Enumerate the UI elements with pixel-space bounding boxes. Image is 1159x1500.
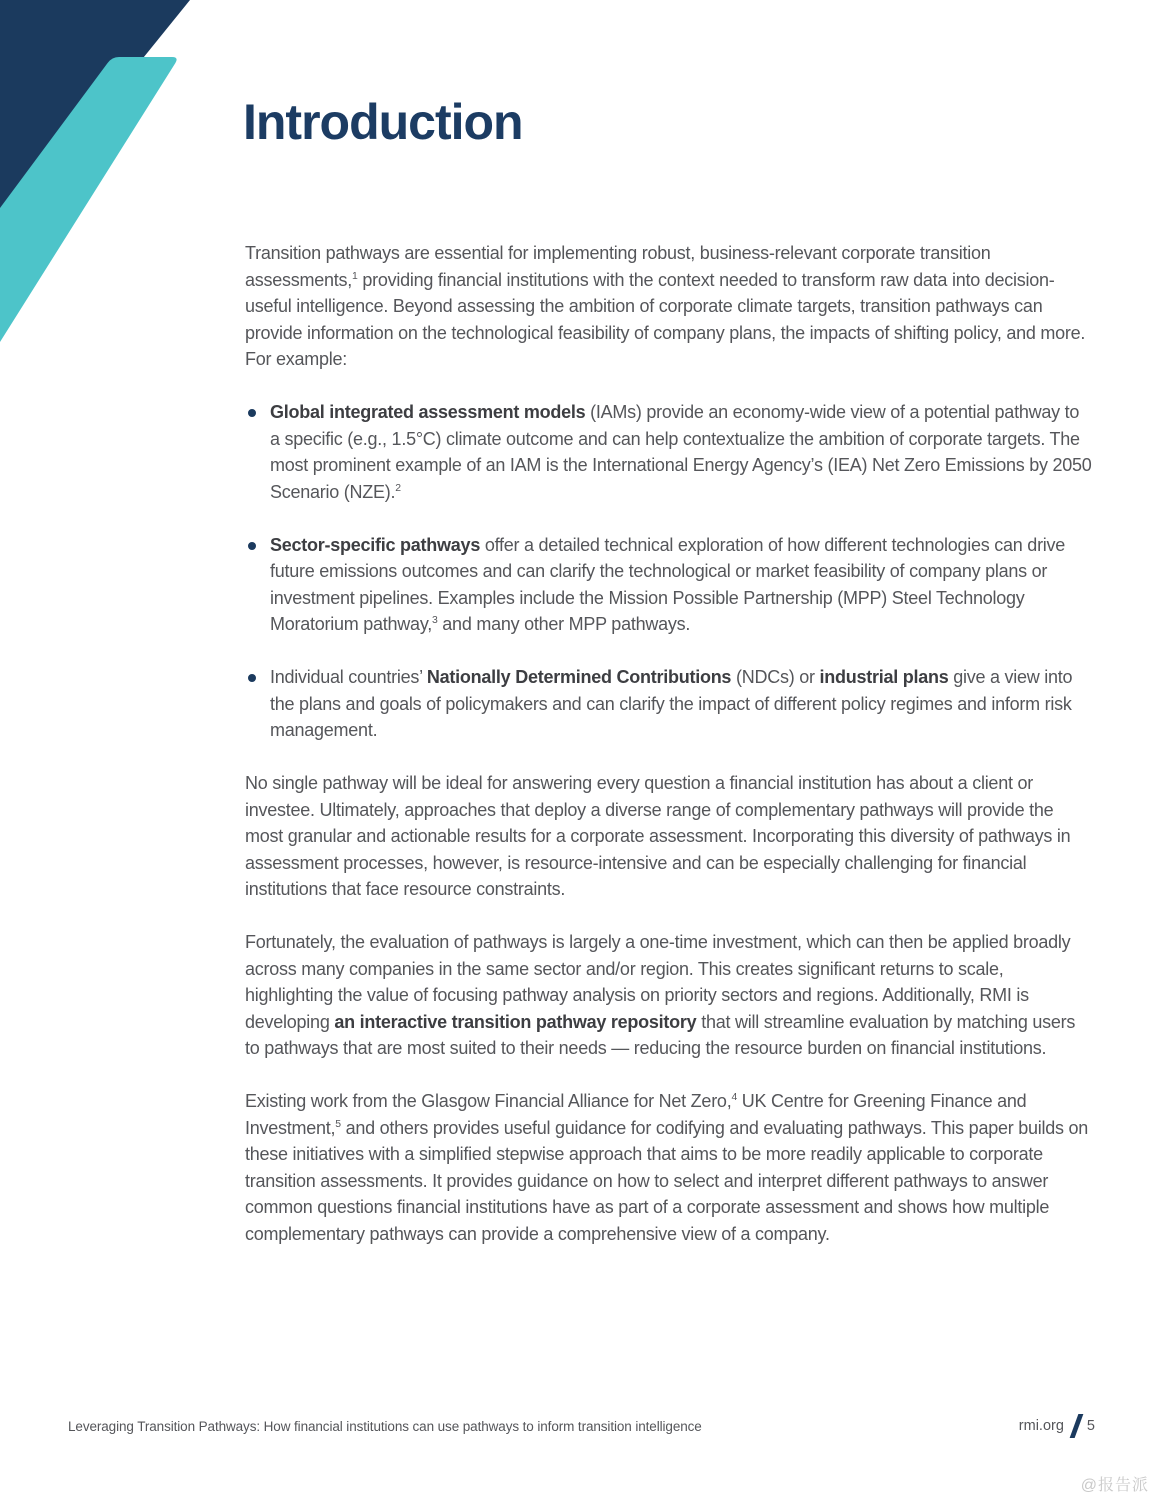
corner-decoration [0,0,220,360]
bullet-dot-icon [248,674,256,682]
bullet-item-iams [245,399,1093,505]
intro-paragraph: Transition pathways are essential for implementing robust, business-relevant corporate transition assessments,$^1$ providing financial institutions with the context needed to transform raw data into decision-useful intelligence. Beyond assessing the ambition of corporate climate targets, transition pathways can provide information on the technological feasibility of company plans, the impacts of shifting policy, and more. For example: [245,243,1086,369]
bullet-text-ndcs: Individual countries’ Nationally Determined Contributions (NDCs) or industrial plans give a view into the plans and goals of policymakers and can clarify the impact of different policy regimes and inform risk management. [270,667,1073,740]
footer-page-number: 5 [1086,1418,1095,1434]
paragraph-no-single-pathway: No single pathway will be ideal for answering every question a financial institution has about a client or investee. Ultimately, approaches that deploy a diverse range of complementary pathways will provide the most granular and actionable results for a corporate assessment. Incorporating this diversity of pathways in assessment processes, however, is resource-intensive and can be especially challenging for financial institutions that face resource constraints. [245,773,1071,899]
bullet-text-sector-pathways: Sector-specific pathways offer a detailed technical exploration of how different technologies can drive future emissions outcomes and can clarify the technological or market feasibility of company plans or investment pipelines. Examples include the Mission Possible Partnership (MPP) Steel Technology Moratorium pathway,$^3$ and many other MPP pathways. [270,534,1066,634]
bullet-item-ndcs [245,664,1093,744]
bullet-item-sector-pathways [245,532,1093,638]
page-footer [68,1414,1095,1438]
body-content [245,240,1093,1274]
paragraph-fortunately: Fortunately, the evaluation of pathways is largely a one-time investment, which can then be applied broadly across many companies in the same sector and/or region. This creates significant returns to scale, highlighting the value of focusing pathway analysis on priority sectors and regions. Additionally, RMI is developing an interactive transition pathway repository that will streamline evaluation by matching users to pathways that are most suited to their needs — reducing the resource burden on financial institutions. [245,932,1076,1058]
watermark: @报告派 [1080,1477,1149,1494]
bullet-dot-icon [248,409,256,417]
bullet-dot-icon [248,542,256,550]
footer-site-url: rmi.org [1018,1418,1064,1434]
bullet-text-iams: Global integrated assessment models (IAMs) provide an economy-wide view of a potential pathway to a specific (e.g., 1.5°C) climate outcome and can help contextualize the ambition of corporate targets. The most prominent example of an IAM is the International Energy Agency’s (IEA) Net Zero Emissions by 2050 Scenario (NZE).$^2$ [270,402,1092,502]
bullet-list [245,399,1093,744]
footer-document-title: Leveraging Transition Pathways: How financial institutions can use pathways to inform transition intelligence [68,1418,702,1434]
paragraph-existing-work: Existing work from the Glasgow Financial Alliance for Net Zero,$^4$ UK Centre for Greening Finance and Investment,$^5$ and others provides useful guidance for codifying and evaluating pathways. This paper builds on these initiatives with a simplified stepwise approach that aims to be more readily applicable to corporate transition assessments. It provides guidance on how to select and interpret different pathways to answer common questions financial institutions have as part of a corporate assessment and shows how multiple complementary pathways can provide a comprehensive view of a company. [245,1091,1089,1244]
footer-pagination [1019,1414,1095,1438]
page-title: Introduction [243,94,523,150]
footer-slash-icon [1070,1414,1084,1438]
